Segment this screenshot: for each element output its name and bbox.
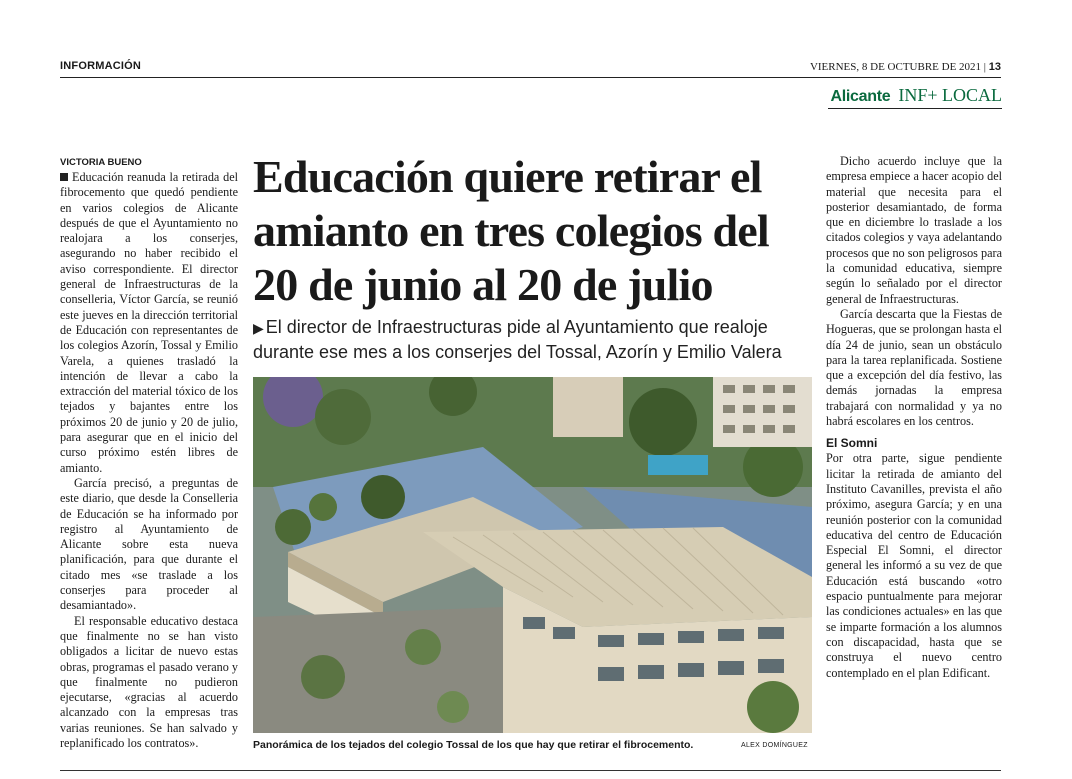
paragraph-text: Educación reanuda la retirada del fibrocemento que quedó pendiente en varios colegios de Alicante después de que el Ayuntamiento no realojara a los conserjes, asegurando no haber recibido el aviso correspondiente. El director general de Infraestructuras de la conselleria, Víctor García, se reunió este jueves en la dirección territorial de Educación con representantes de los colegios Azorín, Tossal y Emilio Varela, a quienes trasladó la intención de llevar a cabo la extracción del material tóxico de los tejados y bajantes entre los próximos 20 de junio y 20 de julio, para asegurar que en el inicio del curso próximo estén libres de amianto. [60, 170, 238, 475]
school-rooftops-illustration [253, 377, 812, 733]
section-label: INFORMACIÓN [60, 60, 142, 72]
paragraph: Dicho acuerdo incluye que la empresa empiece a hacer acopio del material que necesita para el posterior desamiantado, de forma que en diciembre lo traslade a los citados colegios y vaya adelantando procesos que no son peligrosos para la comunidad educativa, siempre según lo señalado por el director general de Infraestructuras. [826, 154, 1002, 306]
paragraph: García descarta que la Fiestas de Hogueras, que se prolongan hasta el día 24 de junio, sean un obstáculo para la tarea replanificada. Sostiene que a excepción del día festivo, las demás jornadas la empresa trabajará con normalidad y ya no habrá escolares en los centros. [826, 306, 1002, 429]
article-photo [253, 377, 812, 733]
lead-square-icon [60, 173, 68, 181]
date-text: VIERNES, 8 DE OCTUBRE DE 2021 [809, 61, 982, 73]
top-rule [60, 77, 1001, 78]
deck-text: El director de Infraestructuras pide al Ayuntamiento que realoje durante ese mes a los conserjes del Tossal, Azorín y Emilio Valera [253, 317, 782, 362]
photo-caption: Panorámica de los tejados del colegio Tossal de los que hay que retirar el fibrocemento. [253, 739, 694, 751]
deck [253, 315, 813, 364]
brand-city: Alicante [830, 88, 891, 105]
paragraph [60, 170, 238, 476]
date-separator: | [981, 61, 989, 73]
brand-rule [828, 108, 1002, 109]
left-column [60, 170, 238, 751]
paragraph: García precisó, a preguntas de este diario, que desde la Conselleria de Educación se ha informado por registro al Ayuntamiento de Alicante sobre esta nueva planificación, para que durante el citado mes «se traslade a los conserjes para proceder al desamiantado». [60, 475, 238, 613]
issue-date [810, 61, 1001, 73]
section-brand [831, 85, 1003, 105]
brand-section: INF+ LOCAL [898, 85, 1002, 105]
subheading: El Somni [826, 436, 878, 451]
headline: Educación quiere retirar el amianto en tres colegios del 20 de junio al 20 de julio [253, 151, 769, 310]
page-number: 13 [988, 61, 1001, 73]
right-column [826, 154, 1002, 681]
byline: VICTORIA BUENO [60, 157, 142, 168]
triangle-marker-icon: ▶ [253, 320, 264, 336]
paragraph: El responsable educativo destaca que finalmente no se han visto obligados a licitar de nuevo estas obras, programas el pasado verano y que finalmente no pudieron ejecutarse, «gracias al acuerdo alcanzado con la empresas tras varias reuniones. Se han salvado y replanificado los contratos». [60, 613, 239, 750]
photo-credit: ALEX DOMÍNGUEZ [741, 742, 808, 749]
bottom-rule [60, 770, 1001, 771]
paragraph: Por otra parte, sigue pendiente licitar la retirada de amianto del Instituto Cavanilles, prevista el año próximo, asegura García; y en una reunión posterior con la comunidad educativa del centro de Educación Especial El Somni, el director general les informó a su vez de que Educación está buscando «otro espacio puntualmente para mejorar las condiciones actuales» en las que se imparte formación a los alumnos con discapacidad, hasta que se construya el nuevo centro contemplado en el plan Edificant. [826, 451, 1002, 680]
